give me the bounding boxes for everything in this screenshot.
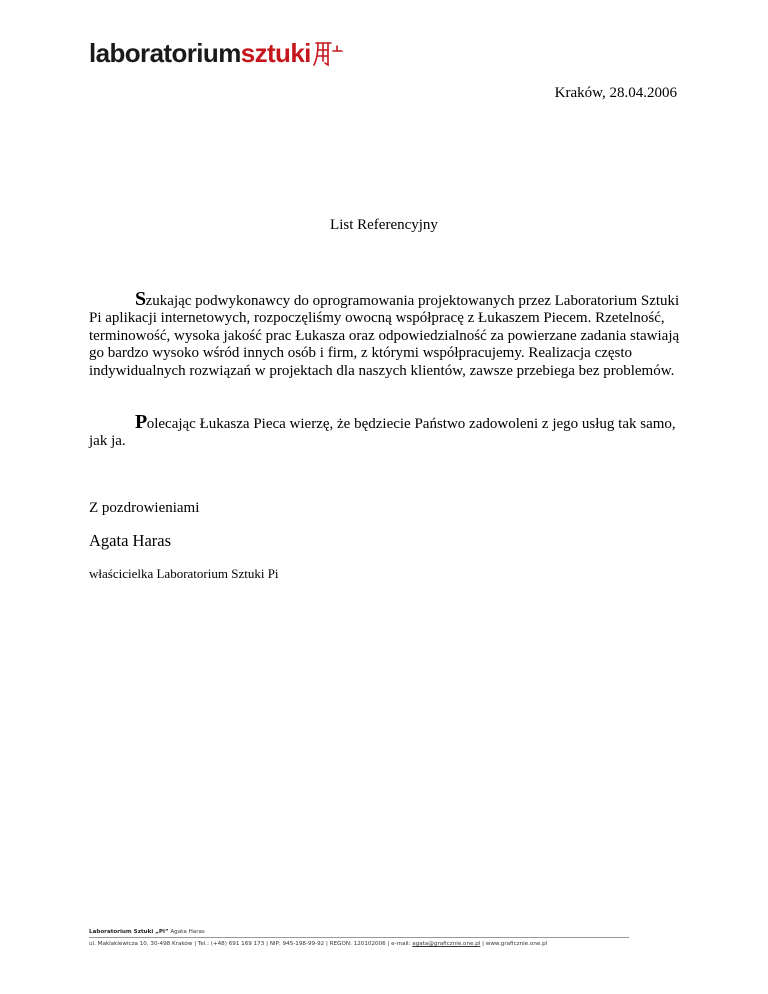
body-paragraph-2 bbox=[89, 411, 694, 451]
body-paragraph-1 bbox=[89, 288, 694, 380]
letter-date: Kraków, 28.04.2006 bbox=[554, 85, 677, 101]
pi-character-icon bbox=[313, 39, 343, 67]
footer-person: Agata Haras bbox=[170, 929, 205, 935]
footer-separator: | bbox=[482, 941, 484, 947]
footer-email-link[interactable]: agata@graficznie.one.pl bbox=[412, 941, 481, 947]
paragraph-text: olecając Łukasza Pieca wierzę, że będziecie Państwo zadowoleni z jego usług tak samo, jak ja. bbox=[89, 416, 676, 450]
paragraph-initial: S bbox=[135, 288, 146, 310]
footer-contact-line bbox=[89, 941, 649, 947]
company-logo bbox=[89, 38, 343, 72]
letter-footer bbox=[89, 929, 649, 947]
footer-company: Laboratorium Sztuki „Pi” bbox=[89, 929, 169, 935]
logo-text-laboratorium: laboratorium bbox=[89, 38, 241, 68]
letter-title: List Referencyjny bbox=[330, 217, 438, 233]
footer-details: ul. Maklakiewicza 10, 30-498 Kraków | Tel.: (+48) 691 169 173 | NIP: 945-198-99-92 | REGON: 120102006 | e-mail: bbox=[89, 941, 411, 947]
paragraph-text: zukając podwykonawcy do oprogramowania projektowanych przez Laboratorium Sztuki Pi aplikacji internetowych, rozpoczęliśmy owocną współpracę z Łukaszem Piecem. Rzetelność, terminowość, wysoka jakość prac Łukasza oraz odpowiedzialność za powierzane zadania stawiają go bardzo wysoko wśród innych osób i firm, z którymi współpracujemy. Realizacja często indywidualnych rozwiązań w projektach dla naszych klientów, zawsze przebiega bez problemów. bbox=[89, 293, 680, 379]
footer-company-line bbox=[89, 929, 629, 938]
paragraph-initial: P bbox=[135, 411, 147, 433]
footer-website[interactable]: www.graficznie.one.pl bbox=[485, 941, 548, 947]
logo-text-sztuki: sztuki bbox=[240, 38, 311, 68]
closing-greeting: Z pozdrowieniami bbox=[89, 500, 200, 516]
signer-role: właścicielka Laboratorium Sztuki Pi bbox=[89, 566, 279, 581]
signer-name: Agata Haras bbox=[89, 531, 172, 550]
